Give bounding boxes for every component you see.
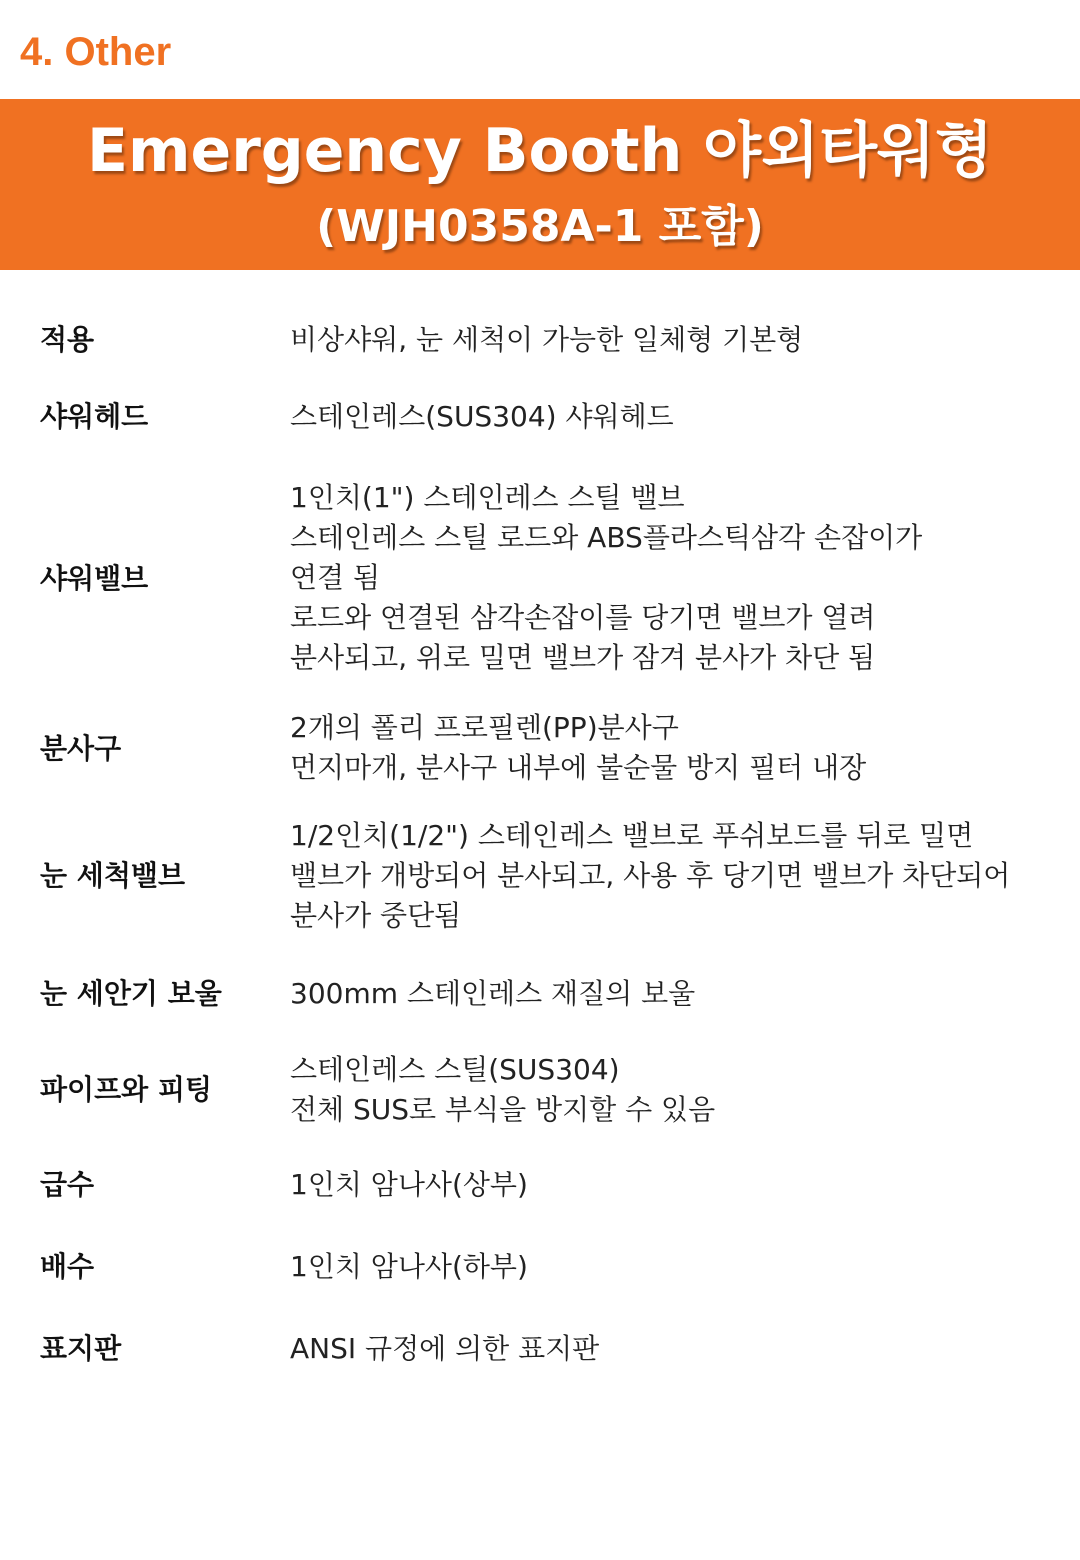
spec-line: 1인치 암나사(상부) [290, 1168, 528, 1201]
spec-line: 1/2인치(1/2") 스테인레스 밸브로 푸쉬보드를 뒤로 밀면 [290, 819, 974, 852]
spec-line: 전체 SUS로 부식을 방지할 수 있음 [290, 1093, 716, 1126]
section-title: 4. Other [20, 30, 172, 74]
spec-value-shower-head [290, 397, 1050, 437]
spec-value-nozzle [290, 708, 1050, 788]
spec-line: 1인치 암나사(하부) [290, 1250, 528, 1283]
spec-line: 밸브가 개방되어 분사되고, 사용 후 당기면 밸브가 차단되어 [290, 859, 1011, 892]
spec-line: 비상샤워, 눈 세척이 가능한 일체형 기본형 [290, 323, 804, 356]
spec-line: 스테인레스(SUS304) 샤워헤드 [290, 400, 674, 433]
spec-line: 1인치(1") 스테인레스 스틸 밸브 [290, 481, 685, 514]
spec-label-shower-head: 샤워헤드 [40, 400, 149, 433]
spec-line: 분사되고, 위로 밀면 밸브가 잠겨 분사가 차단 됨 [290, 641, 876, 674]
spec-value-drain [290, 1247, 1050, 1287]
spec-line: 연결 됨 [290, 561, 381, 594]
banner-title: Emergency Booth 야외타워형 [87, 116, 993, 186]
spec-line: 스테인레스 스틸 로드와 ABS플라스틱삼각 손잡이가 [290, 521, 923, 554]
spec-value-shower-valve [290, 478, 1050, 678]
spec-label-eyewash-bowl: 눈 세안기 보울 [40, 977, 222, 1010]
spec-label-eyewash-valve: 눈 세척밸브 [40, 859, 185, 892]
spec-label-shower-valve: 샤워밸브 [40, 562, 149, 595]
spec-value-pipe-fitting [290, 1050, 1050, 1130]
spec-value-application [290, 320, 1050, 360]
spec-line: 2개의 폴리 프로필렌(PP)분사구 [290, 711, 679, 744]
spec-label-water-supply: 급수 [40, 1168, 95, 1201]
spec-line: 스테인레스 스틸(SUS304) [290, 1053, 620, 1086]
spec-line: ANSI 규정에 의한 표지판 [290, 1332, 600, 1365]
spec-label-signage: 표지판 [40, 1332, 122, 1365]
spec-value-eyewash-bowl [290, 974, 1050, 1014]
spec-line: 300mm 스테인레스 재질의 보울 [290, 977, 696, 1010]
spec-value-eyewash-valve [290, 816, 1050, 936]
spec-value-water-supply [290, 1165, 1050, 1205]
spec-line: 로드와 연결된 삼각손잡이를 당기면 밸브가 열려 [290, 601, 876, 634]
spec-label-pipe-fitting: 파이프와 피팅 [40, 1073, 213, 1106]
spec-label-nozzle: 분사구 [40, 732, 122, 765]
spec-label-application: 적용 [40, 323, 95, 356]
spec-value-signage [290, 1329, 1050, 1369]
spec-line: 먼지마개, 분사구 내부에 불순물 방지 필터 내장 [290, 751, 867, 784]
banner-subtitle: (WJH0358A-1 포함) [316, 201, 764, 252]
spec-label-drain: 배수 [40, 1250, 95, 1283]
spec-line: 분사가 중단됨 [290, 899, 462, 932]
